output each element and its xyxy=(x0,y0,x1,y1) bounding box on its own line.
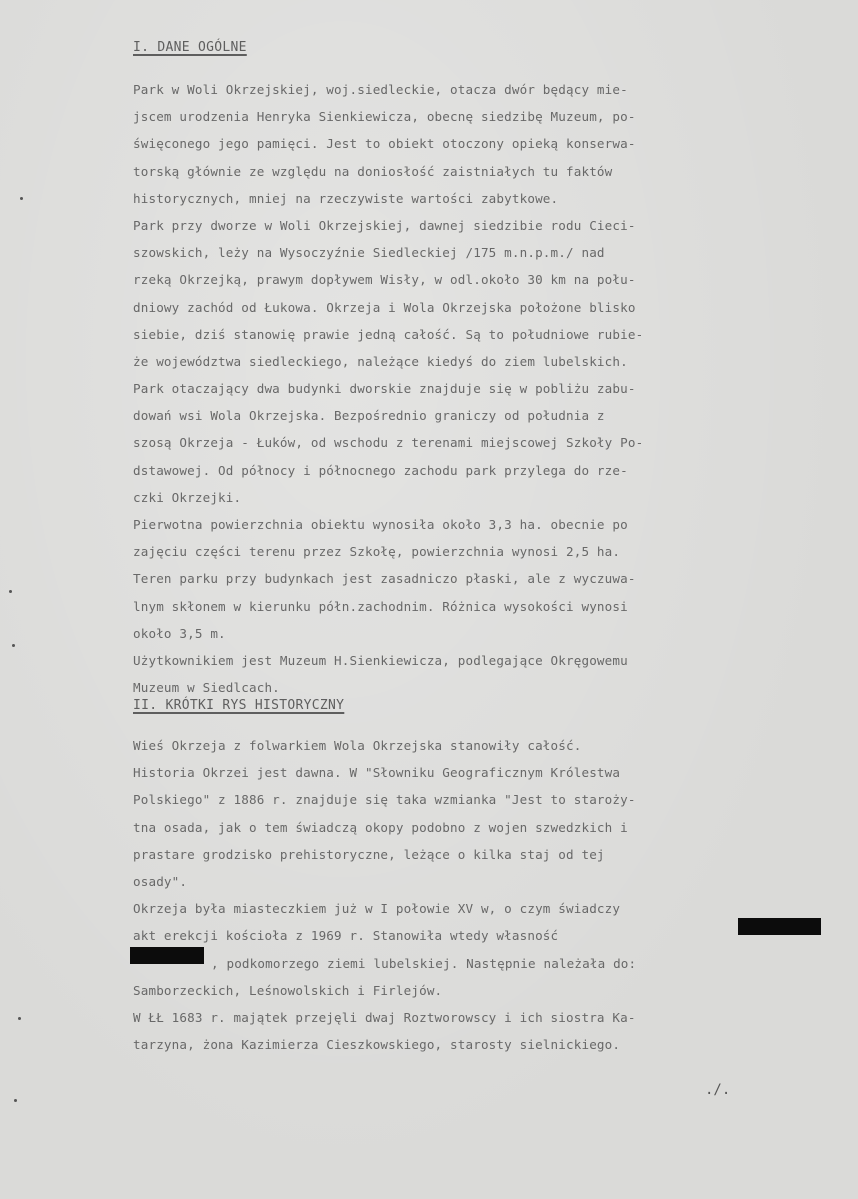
text-line: osady". xyxy=(133,873,188,889)
text-line: Park otaczający dwa budynki dworskie znajduje się w pobliżu zabu- xyxy=(133,381,636,397)
section-body-general xyxy=(133,76,833,701)
text-line: Wieś Okrzeja z folwarkiem Wola Okrzejska stanowiły całość. xyxy=(133,738,582,753)
text-line: akt erekcji kościoła z 1969 r. Stanowiła wtedy własność xyxy=(133,928,559,944)
text-line: siebie, dziś stanowię prawie jedną całość. Są to południowe rubie- xyxy=(133,326,644,342)
margin-mark xyxy=(18,1017,21,1020)
text-line: , podkomorzego ziemi lubelskiej. Następnie należała do: xyxy=(211,955,637,971)
text-line: szowskich, leży na Wysoczyźnie Siedleckiej /175 m.n.p.m./ nad xyxy=(133,245,605,261)
text-line: dstawowej. Od północy i północnego zachodu park przylega do rze- xyxy=(133,462,628,478)
margin-mark xyxy=(14,1099,17,1102)
margin-mark xyxy=(12,644,15,647)
text-line: że województwa siedleckiego, należące kiedyś do ziem lubelskich. xyxy=(133,353,628,369)
text-line: lnym skłonem w kierunku półn.zachodnim. Różnica wysokości wynosi xyxy=(133,598,628,614)
text-line: Park w Woli Okrzejskiej, woj.siedleckie, otacza dwór będący mie- xyxy=(133,82,628,97)
text-line: około 3,5 m. xyxy=(133,625,226,641)
text-line: zajęciu części terenu przez Szkołę, powierzchnia wynosi 2,5 ha. xyxy=(133,544,621,560)
text-line: jscem urodzenia Henryka Sienkiewicza, obecnę siedzibę Muzeum, po- xyxy=(133,109,636,125)
text-line: Muzeum w Siedlcach. xyxy=(133,680,280,696)
section-heading-general: I. DANE OGÓLNE xyxy=(133,40,247,55)
text-line: dowań wsi Wola Okrzejska. Bezpośrednio graniczy od południa z xyxy=(133,408,605,424)
text-line: Samborzeckich, Leśnowolskich i Firlejów. xyxy=(133,982,443,998)
section-body-history xyxy=(133,732,833,1058)
text-line: Użytkownikiem jest Muzeum H.Sienkiewicza, podlegające Okręgowemu xyxy=(133,652,628,668)
text-line: tna osada, jak o tem świadczą okopy podobno z wojen szwedzkich i xyxy=(133,819,628,835)
text-line: Historia Okrzei jest dawna. W "Słowniku Geograficznym Królestwa xyxy=(133,765,621,781)
margin-mark xyxy=(20,197,23,200)
text-line: szosą Okrzeja - Łuków, od wschodu z terenami miejscowej Szkoły Po- xyxy=(133,435,644,451)
margin-mark xyxy=(9,590,12,593)
text-line: prastare grodzisko prehistoryczne, leżące o kilka staj od tej xyxy=(133,846,605,862)
text-line: czki Okrzejki. xyxy=(133,489,242,505)
text-line: tarzyna, żona Kazimierza Cieszkowskiego, starosty sielnickiego. xyxy=(133,1037,621,1053)
text-line: dniowy zachód od Łukowa. Okrzeja i Wola Okrzejska położone blisko xyxy=(133,299,636,315)
text-line: Pierwotna powierzchnia obiektu wynosiła około 3,3 ha. obecnie po xyxy=(133,517,628,532)
text-line: rzeką Okrzejką, prawym dopływem Wisły, w odl.około 30 km na połu- xyxy=(133,272,636,288)
redaction-block xyxy=(738,918,821,935)
section-heading-history: II. KRÓTKI RYS HISTORYCZNY xyxy=(133,698,345,713)
text-line: historycznych, mniej na rzeczywiste wartości zabytkowe. xyxy=(133,190,559,206)
text-line: Okrzeja była miasteczkiem już w I połowie XV w, o czym świadczy xyxy=(133,901,621,917)
page-continuation-mark: ./. xyxy=(705,1082,731,1098)
text-line: Teren parku przy budynkach jest zasadniczo płaski, ale z wyczuwa- xyxy=(133,571,636,587)
text-line: torską głównie ze względu na doniosłość zaistniałych tu faktów xyxy=(133,163,613,179)
text-line: Park przy dworze w Woli Okrzejskiej, dawnej siedzibie rodu Cieci- xyxy=(133,217,636,233)
text-line: święconego jego pamięci. Jest to obiekt otoczony opieką konserwa- xyxy=(133,136,636,152)
redaction-block xyxy=(130,947,204,964)
text-line: W ŁŁ 1683 r. majątek przejęli dwaj Roztworowscy i ich siostra Ka- xyxy=(133,1009,636,1025)
text-line: Polskiego" z 1886 r. znajduje się taka wzmianka "Jest to staroży- xyxy=(133,792,636,808)
